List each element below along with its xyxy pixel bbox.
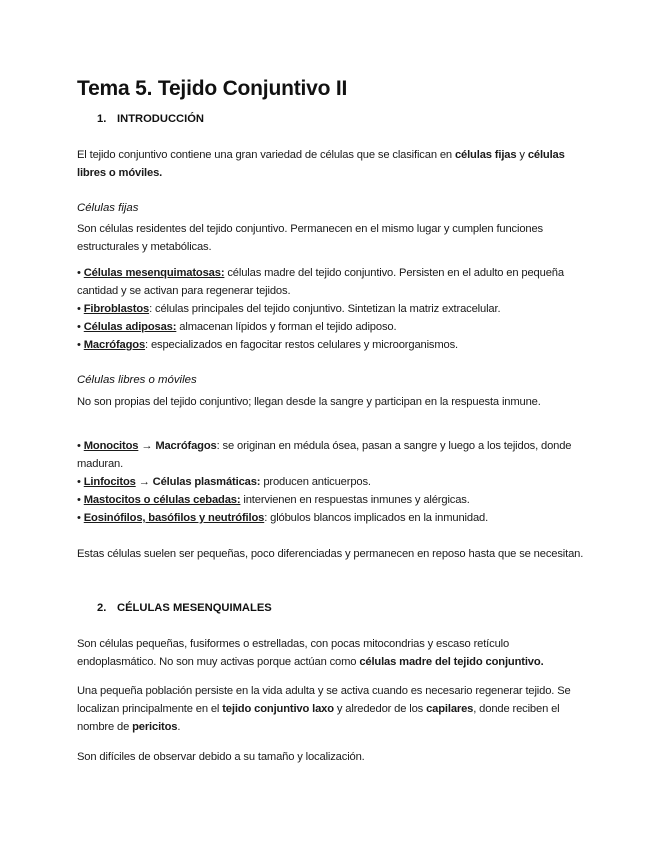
list-item: [77, 336, 589, 354]
text-run: , donde reciben el nombre de: [77, 703, 560, 733]
item-text: : especializados en fagocitar restos celulares y microorganismos.: [145, 339, 459, 351]
text-run: y: [516, 149, 528, 161]
list-item: [77, 300, 589, 318]
section-heading-2: [97, 602, 272, 614]
section-number: 2.: [97, 602, 107, 614]
bold-term: Macrófagos: [155, 440, 217, 452]
list-item: [77, 437, 589, 473]
item-text: almacenan lípidos y forman el tejido adiposo.: [176, 321, 397, 333]
bullet: •: [77, 476, 81, 488]
bold-term: células libres o móviles.: [77, 149, 565, 179]
text-run: El tejido conjuntivo contiene una gran variedad de células que se clasifican en: [77, 149, 455, 161]
item-text: : glóbulos blancos implicados en la inmunidad.: [264, 512, 489, 524]
term: Células adiposas:: [83, 321, 177, 333]
mesenquimales-paragraph-2: [77, 682, 589, 736]
bullet: •: [77, 440, 81, 452]
libres-closing: Estas células suelen ser pequeñas, poco diferenciadas y permanecen en reposo hasta que se necesitan.: [77, 548, 584, 560]
bullet: •: [77, 512, 81, 524]
mesenquimales-paragraph-1: [77, 635, 589, 671]
text-run: y alrededor de los: [333, 703, 427, 715]
bold-term: capilares: [426, 703, 474, 715]
item-text: : células principales del tejido conjuntivo. Sintetizan la matriz extracelular.: [149, 303, 501, 315]
item-text: intervienen en respuestas inmunes y alérgicas.: [240, 494, 470, 506]
subheading-libres: Células libres o móviles: [77, 374, 197, 386]
bold-term: células madre del tejido conjuntivo.: [359, 656, 544, 668]
bold-term: Células plasmáticas:: [152, 476, 261, 488]
subheading-fijas: Células fijas: [77, 202, 139, 214]
bullet: •: [77, 303, 81, 315]
bullet: •: [77, 494, 81, 506]
term: Eosinófilos, basófilos y neutrófilos: [83, 512, 265, 524]
page-title: Tema 5. Tejido Conjuntivo II: [77, 77, 348, 100]
item-text: células madre del tejido conjuntivo. Persisten en el adulto en pequeña cantidad y se activan para regenerar tejidos.: [77, 267, 564, 297]
list-item: [77, 491, 589, 509]
item-text: : se originan en médula ósea, pasan a sangre y luego a los tejidos, donde maduran.: [77, 440, 572, 470]
term: Fibroblastos: [83, 303, 150, 315]
bullet: •: [77, 321, 81, 333]
bold-term: células fijas: [454, 149, 517, 161]
fijas-description: Son células residentes del tejido conjuntivo. Permanecen en el mismo lugar y cumplen funciones estructurales y metabólicas.: [77, 223, 543, 253]
term: Mastocitos o células cebadas:: [83, 494, 241, 506]
section-number: 1.: [97, 113, 107, 125]
intro-paragraph: [77, 146, 589, 182]
text-run: .: [177, 721, 181, 733]
term: Macrófagos: [83, 339, 146, 351]
list-item: [77, 473, 589, 491]
bold-term: tejido conjuntivo laxo: [222, 703, 334, 715]
arrow-glyph: →: [135, 476, 153, 488]
section-heading-1: [97, 113, 204, 125]
libres-list: [77, 437, 589, 527]
term: Monocitos: [83, 440, 139, 452]
list-item: [77, 318, 589, 336]
bullet: •: [77, 267, 81, 279]
term: Células mesenquimatosas:: [83, 267, 225, 279]
text-run: Una pequeña población persiste en la vida adulta y se activa cuando es necesario regenerar tejido. Se localizan principalmente en el: [77, 685, 571, 715]
bold-term: pericitos: [132, 721, 178, 733]
mesenquimales-paragraph-3: Son difíciles de observar debido a su tamaño y localización.: [77, 751, 365, 763]
libres-description: No son propias del tejido conjuntivo; llegan desde la sangre y participan en la respuesta inmune.: [77, 396, 541, 408]
list-item: [77, 509, 589, 527]
section-title: INTRODUCCIÓN: [117, 113, 205, 125]
arrow-glyph: →: [138, 440, 156, 452]
fijas-list: [77, 264, 589, 354]
section-title: CÉLULAS MESENQUIMALES: [117, 602, 272, 614]
term: Linfocitos: [83, 476, 136, 488]
list-item: [77, 264, 589, 300]
item-text: producen anticuerpos.: [260, 476, 371, 488]
text-run: Son células pequeñas, fusiformes o estrelladas, con pocas mitocondrias y escaso retículo endoplasmático. No son muy activas porque actúan como: [77, 638, 510, 668]
bullet: •: [77, 339, 81, 351]
